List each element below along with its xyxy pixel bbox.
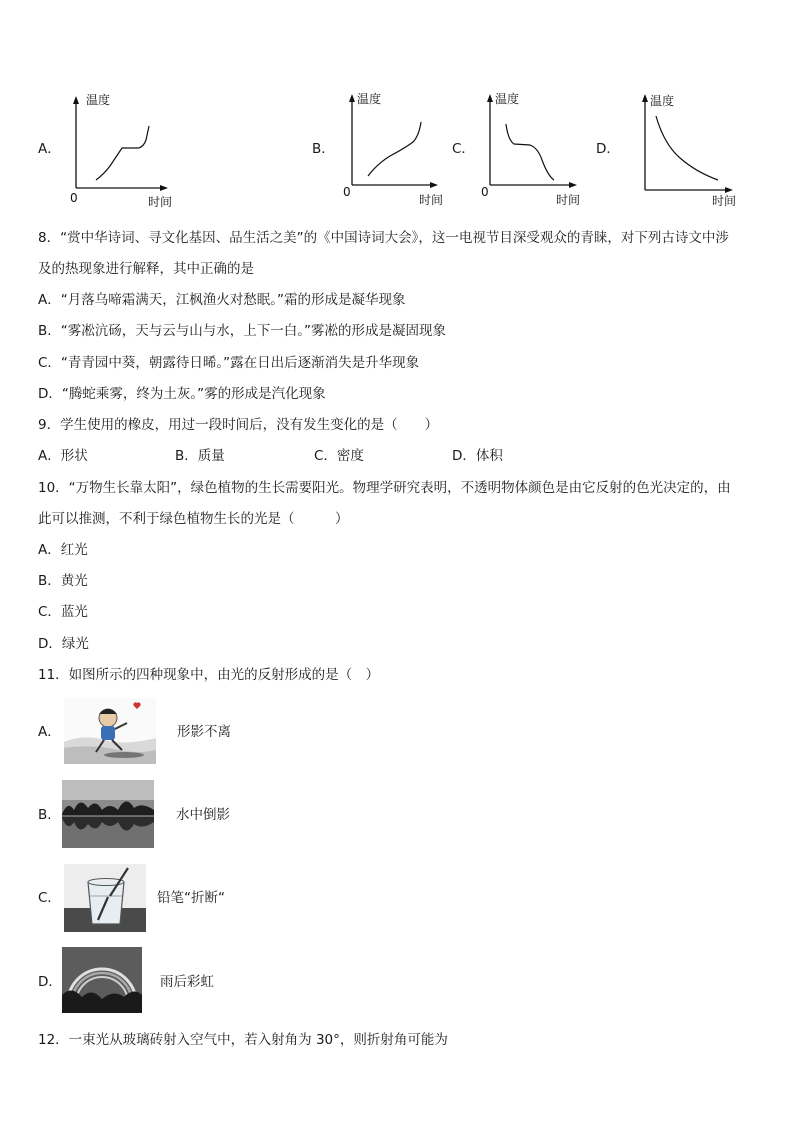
q11-option-c-letter[interactable]: C． (38, 890, 61, 906)
q10-option-a[interactable]: A．红光 (38, 542, 88, 558)
q11-option-a-letter[interactable]: A． (38, 724, 61, 740)
q7-option-b-letter: B． (312, 141, 335, 157)
q8-option-c[interactable]: C．“青青园中葵，朝露待日晞。”露在日出后逐渐消失是升华现象 (38, 355, 420, 371)
q10-stem-line2: 此可以推测，不利于绿色植物生长的光是（ ） (38, 511, 349, 527)
q11-b-reflection-image (62, 780, 154, 848)
q7-option-c-letter: C． (452, 141, 475, 157)
q7-d-ylabel: 温度 (650, 94, 675, 108)
q7-b-xlabel: 时间 (419, 193, 444, 207)
q7-d-xlabel: 时间 (712, 194, 737, 208)
q11-a-shadow-image (64, 698, 156, 764)
q9-option-c[interactable]: C．密度 (314, 448, 364, 464)
q11-option-b-letter[interactable]: B． (38, 807, 61, 823)
q7-c-origin: 0 (481, 185, 489, 199)
q8-stem-line1: 8．“赏中华诗词、寻文化基因、品生活之美”的《中国诗词大会》，这一电视节目深受观众的青睐，对下列古诗文中涉 (38, 230, 729, 246)
q8-option-d[interactable]: D．“腾蛇乘雾，终为土灰。”雾的形成是汽化现象 (38, 386, 326, 402)
q7-a-ylabel: 温度 (86, 93, 111, 107)
q7-a-xlabel: 时间 (148, 195, 173, 209)
q7-c-curve (506, 124, 554, 180)
q8-option-b[interactable]: B．“雾凇沆砀，天与云与山与水，上下一白。”雾凇的形成是凝固现象 (38, 323, 446, 339)
q7-a-origin: 0 (70, 191, 78, 205)
q11-option-d-letter[interactable]: D． (38, 974, 62, 990)
q7-graph-c (476, 88, 586, 210)
q7-graph-b (335, 88, 445, 210)
q8-option-a[interactable]: A．“月落乌啼霜满天，江枫渔火对愁眠。”霜的形成是凝华现象 (38, 292, 406, 308)
q11-c-pencil-glass-image (64, 864, 146, 932)
q7-b-ylabel: 温度 (357, 92, 382, 106)
q7-b-curve (368, 122, 421, 176)
q11-d-caption: 雨后彩虹 (160, 974, 214, 990)
q9-stem: 9．学生使用的橡皮，用过一段时间后，没有发生变化的是（ ） (38, 417, 439, 433)
q7-graph-a (64, 88, 184, 210)
q7-option-a-letter: A． (38, 141, 61, 157)
q10-stem-line1: 10．“万物生长靠太阳”，绿色植物的生长需要阳光。物理学研究表明，不透明物体颜色是由它反射的色光决定的，由 (38, 480, 731, 496)
q10-option-c[interactable]: C．蓝光 (38, 604, 88, 620)
q7-c-xlabel: 时间 (556, 193, 581, 207)
q11-stem: 11．如图所示的四种现象中，由光的反射形成的是（ ） (38, 667, 380, 683)
q7-option-d-letter: D． (596, 141, 620, 157)
q7-a-curve (96, 126, 149, 180)
q11-d-rainbow-image (62, 947, 142, 1013)
q7-c-ylabel: 温度 (495, 92, 520, 106)
q7-graph-d (630, 88, 740, 210)
q9-option-a[interactable]: A．形状 (38, 448, 88, 464)
q7-b-origin: 0 (343, 185, 351, 199)
q11-c-caption: 铅笔“折断“ (157, 890, 225, 906)
q8-stem-line2: 及的热现象进行解释，其中正确的是 (38, 261, 254, 277)
q11-b-caption: 水中倒影 (176, 807, 230, 823)
q10-option-d[interactable]: D．绿光 (38, 636, 89, 652)
q9-option-d[interactable]: D．体积 (452, 448, 503, 464)
q11-a-caption: 形影不离 (177, 724, 231, 740)
q12-stem: 12．一束光从玻璃砖射入空气中，若入射角为 30°，则折射角可能为 (38, 1032, 448, 1048)
q9-option-b[interactable]: B．质量 (175, 448, 225, 464)
q10-option-b[interactable]: B．黄光 (38, 573, 88, 589)
q7-d-curve (656, 116, 718, 180)
